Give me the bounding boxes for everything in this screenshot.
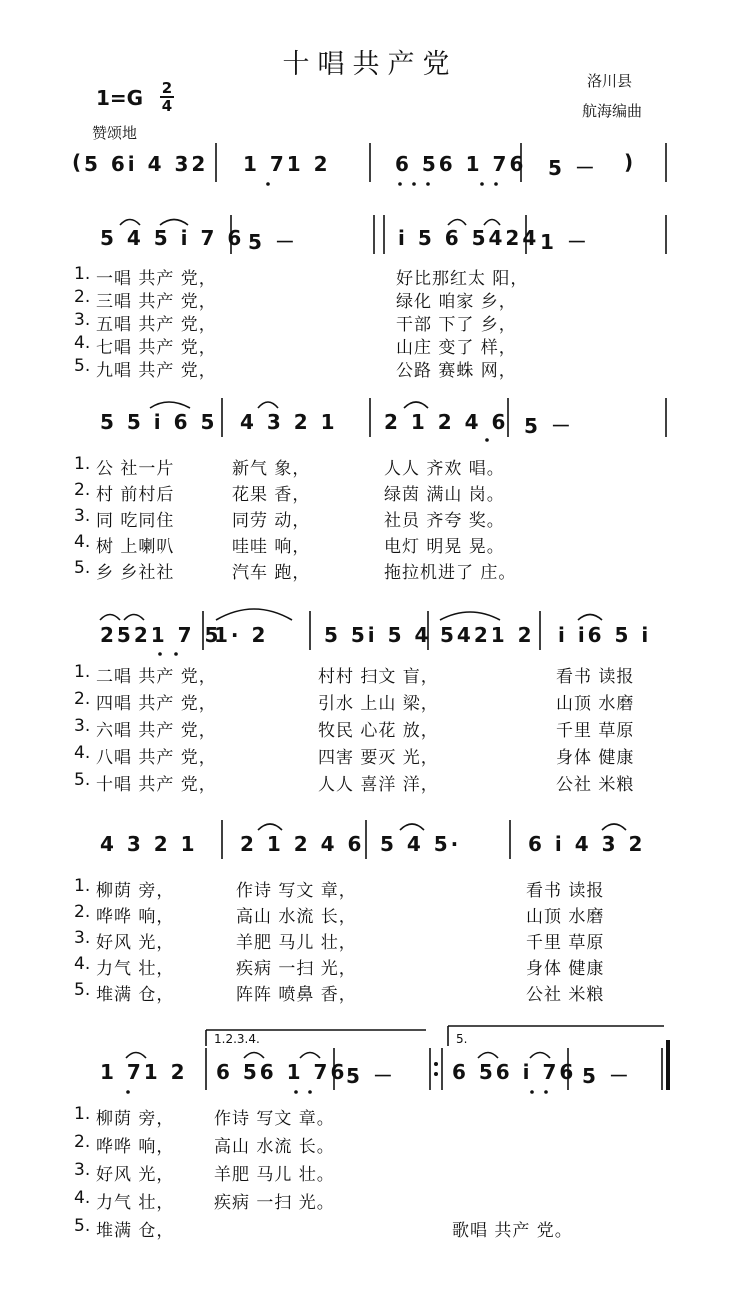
measure-5-4: 6 i 4 3 2	[528, 832, 646, 856]
intro-close-paren: )	[624, 150, 637, 174]
lyric-line: 千里 草原	[556, 721, 635, 741]
measure-1-4: 5 －	[548, 156, 598, 180]
measure-6-5: 5 －	[582, 1064, 632, 1088]
verse-number: 2.	[74, 287, 91, 307]
song-title: 十唱共产党	[282, 49, 458, 80]
tempo-marking: 赞颂地	[92, 124, 138, 142]
lyric-line: 绿化 咱家 乡，	[396, 292, 517, 312]
lyric-line: 绿茵 满山 岗。	[384, 485, 505, 505]
lyric-line: 阵阵 喷鼻 香，	[236, 985, 357, 1005]
lyric-line: 哗哗 响，	[96, 1137, 175, 1157]
verse-number: 3.	[74, 716, 91, 736]
lyric-line: 疾病 一扫 光，	[236, 959, 357, 979]
lyric-line: 人人 齐欢 唱。	[384, 459, 505, 479]
lyric-line: 乡 乡社社	[96, 563, 175, 583]
lyric-line: 引水 上山 梁，	[318, 694, 439, 714]
verse-number: 1.	[74, 454, 91, 474]
verse-number: 4.	[74, 743, 91, 763]
time-signature	[160, 80, 174, 114]
lyric-line: 柳荫 旁，	[96, 881, 175, 901]
measure-6-4: 6 56 i 76	[452, 1060, 577, 1084]
measure-1-3: 6 56 1 76	[395, 152, 527, 176]
lyric-line: 好比那红太 阳，	[396, 269, 529, 289]
key-signature: 1=G	[96, 86, 144, 110]
measure-4-2: 1· 2	[214, 623, 269, 647]
measure-6-2: 6 56 1 76	[216, 1060, 348, 1084]
lyric-line: 人人 喜洋 洋，	[318, 775, 439, 795]
lyric-line: 哇哇 响，	[232, 537, 311, 557]
time-signature-bottom: 4	[161, 97, 173, 115]
lyric-line: 四唱 共产 党，	[96, 694, 217, 714]
lyric-line: 高山 水流 长，	[236, 907, 357, 927]
verse-number: 3.	[74, 506, 91, 526]
lyric-line: 三唱 共产 党，	[96, 292, 217, 312]
lyric-line: 干部 下了 乡，	[396, 315, 517, 335]
measure-5-1: 4 3 2 1	[100, 832, 198, 856]
verse-number: 5.	[74, 558, 91, 578]
lyric-line: 一唱 共产 党，	[96, 269, 217, 289]
lyric-line: 看书 读报	[556, 667, 635, 687]
lyric-line: 汽车 跑，	[232, 563, 311, 583]
lyric-line: 山顶 水磨	[526, 907, 605, 927]
verse-number: 2.	[74, 1132, 91, 1152]
lyric-line: 花果 香，	[232, 485, 311, 505]
composer-credit: 航海编曲	[582, 102, 643, 120]
lyric-line: 好风 光，	[96, 1165, 175, 1185]
verse-number: 5.	[74, 770, 91, 790]
intro-open-paren: (	[72, 150, 85, 174]
lyric-line: 好风 光，	[96, 933, 175, 953]
lyric-line: 牧民 心花 放，	[318, 721, 439, 741]
lyric-line: 公 社一片	[96, 459, 175, 479]
lyric-line: 哗哗 响，	[96, 907, 175, 927]
lyric-line: 力气 壮，	[96, 1193, 175, 1213]
measure-3-3: 2 1 2 4 6	[384, 410, 509, 434]
measure-3-1: 5 5 i 6 5	[100, 410, 218, 434]
lyric-line: 作诗 写文 章。	[214, 1109, 335, 1129]
lyric-line: 村 前村后	[96, 485, 175, 505]
measure-4-4: 5421 2	[440, 623, 535, 647]
lyric-line: 千里 草原	[526, 933, 605, 953]
measure-5-2: 2 1 2 4 6	[240, 832, 365, 856]
lyric-line: 高山 水流 长。	[214, 1137, 335, 1157]
verse-number: 3.	[74, 310, 91, 330]
lyric-line: 堆满 仓，	[96, 1221, 175, 1241]
lyric-line: 看书 读报	[526, 881, 605, 901]
verse-number: 3.	[74, 1160, 91, 1180]
lyric-line: 身体 健康	[526, 959, 605, 979]
lyric-line: 羊肥 马儿 壮。	[214, 1165, 335, 1185]
lyric-line: 力气 壮，	[96, 959, 175, 979]
lyric-line: 同劳 动，	[232, 511, 311, 531]
measure-6-1: 1 71 2	[100, 1060, 188, 1084]
lyric-line: 十唱 共产 党，	[96, 775, 217, 795]
lyric-line: 新气 象，	[232, 459, 311, 479]
verse-number: 1.	[74, 264, 91, 284]
verse-number: 4.	[74, 333, 91, 353]
verse-number: 1.	[74, 876, 91, 896]
lyric-line: 羊肥 马儿 壮，	[236, 933, 357, 953]
repeat-dots	[434, 1062, 438, 1076]
verse-number: 5.	[74, 1216, 91, 1236]
measure-4-5: i i6 5 i	[558, 623, 652, 647]
measure-4-3: 5 5i 5 4	[324, 623, 432, 647]
verse-number: 5.	[74, 980, 91, 1000]
verse-number: 4.	[74, 1188, 91, 1208]
volta-brackets	[206, 1026, 664, 1046]
lyric-line: 五唱 共产 党，	[96, 315, 217, 335]
lyric-line: 七唱 共产 党，	[96, 338, 217, 358]
measure-1-2: 1 71 2	[243, 152, 331, 176]
lyric-line: 八唱 共产 党，	[96, 748, 217, 768]
lyric-line: 堆满 仓，	[96, 985, 175, 1005]
verse-number: 1.	[74, 1104, 91, 1124]
final-ending-lyric: 歌唱 共产 党。	[452, 1221, 573, 1241]
measure-2-1: 5 4 5 i 7 6	[100, 226, 245, 250]
region-credit: 洛川县	[587, 72, 633, 90]
lyric-line: 社员 齐夸 奖。	[384, 511, 505, 531]
lyric-line: 山庄 变了 样，	[396, 338, 517, 358]
measure-3-4: 5 －	[524, 414, 574, 438]
verse-number: 2.	[74, 689, 91, 709]
lyric-line: 六唱 共产 党，	[96, 721, 217, 741]
lyric-line: 公社 米粮	[526, 985, 605, 1005]
measure-2-2: 5 －	[248, 230, 298, 254]
volta-first-ending-label: 1.2.3.4.	[214, 1032, 260, 1046]
lyric-line: 疾病 一扫 光。	[214, 1193, 335, 1213]
verse-number: 1.	[74, 662, 91, 682]
lyric-line: 公社 米粮	[556, 775, 635, 795]
verse-number: 4.	[74, 954, 91, 974]
lyric-line: 山顶 水磨	[556, 694, 635, 714]
verse-number: 2.	[74, 480, 91, 500]
measure-5-3: 5 4 5·	[380, 832, 462, 856]
verse-number: 3.	[74, 928, 91, 948]
measure-2-3: i 5 6 5424	[398, 226, 540, 250]
lyric-line: 公路 赛蛛 网，	[396, 361, 517, 381]
lyric-line: 九唱 共产 党，	[96, 361, 217, 381]
lyric-line: 二唱 共产 党，	[96, 667, 217, 687]
lyric-line: 柳荫 旁，	[96, 1109, 175, 1129]
lyric-line: 四害 要灭 光，	[318, 748, 439, 768]
measure-2-4: 1 －	[540, 230, 590, 254]
lyric-line: 村村 扫文 盲，	[318, 667, 439, 687]
measure-1-1: 5 6i 4 32	[84, 152, 209, 176]
measure-6-3: 5 －	[346, 1064, 396, 1088]
verse-number: 4.	[74, 532, 91, 552]
lyric-line: 身体 健康	[556, 748, 635, 768]
time-signature-top: 2	[161, 79, 173, 97]
measure-3-2: 4 3 2 1	[240, 410, 338, 434]
measure-4-1: 2521 7 5	[100, 623, 222, 647]
verse-number: 2.	[74, 902, 91, 922]
lyric-line: 树 上喇叭	[96, 537, 175, 557]
lyric-line: 作诗 写文 章，	[236, 881, 357, 901]
volta-second-ending-label: 5.	[456, 1032, 468, 1046]
verse-number: 5.	[74, 356, 91, 376]
lyric-line: 电灯 明晃 晃。	[384, 537, 505, 557]
lyric-line: 同 吃同住	[96, 511, 175, 531]
lyric-line: 拖拉机进了 庄。	[384, 563, 517, 583]
